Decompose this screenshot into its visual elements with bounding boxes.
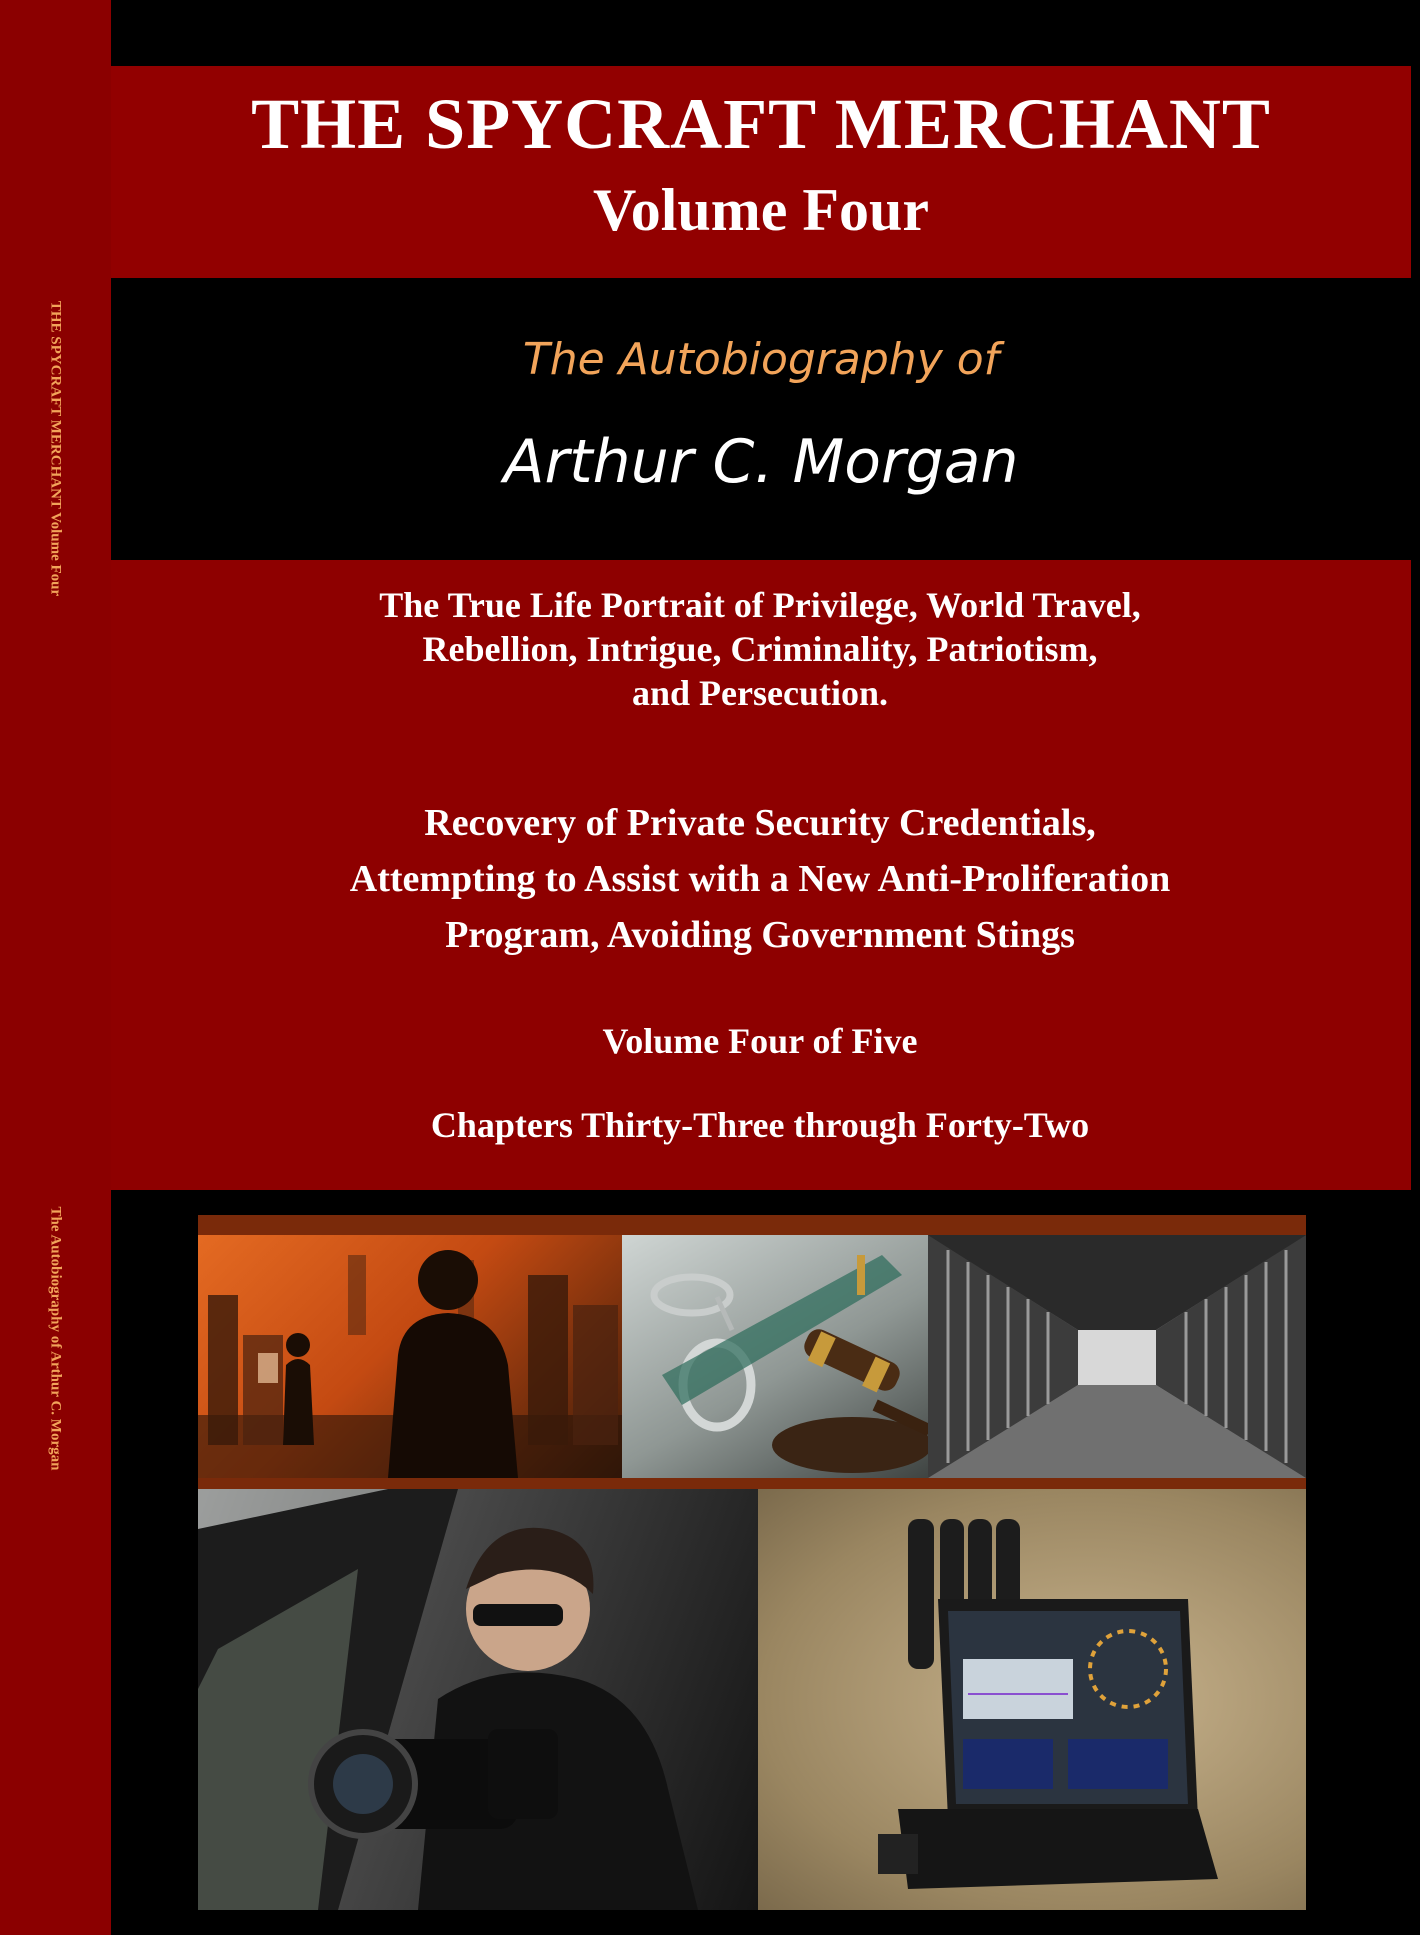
spy-silhouette-image: [198, 1235, 622, 1478]
prison-corridor-image: [928, 1235, 1306, 1478]
autobiography-label: The Autobiography of: [522, 334, 1000, 385]
volume-title: Volume Four: [592, 177, 930, 243]
jammer-device-image: [758, 1489, 1306, 1910]
volume-of-text: Volume Four of Five: [602, 1021, 918, 1061]
book-title: THE SPYCRAFT MERCHANT: [251, 84, 1271, 164]
subtitle-line: Program, Avoiding Government Stings: [445, 914, 1075, 956]
subtitle-text: [160, 795, 1360, 963]
spine-title: THE SPYCRAFT MERCHANT Volume Four: [47, 300, 64, 597]
subtitle-line: Attempting to Assist with a New Anti-Proliferation: [349, 858, 1171, 900]
book-spine: [0, 0, 111, 1935]
photographer-in-car-image: [198, 1489, 758, 1910]
spine-author: The Autobiography of Arthur C. Morgan: [47, 1206, 64, 1471]
photo-collage: [198, 1215, 1306, 1910]
chapters-text: Chapters Thirty-Three through Forty-Two: [430, 1105, 1090, 1145]
description-line: and Persecution.: [632, 673, 888, 713]
description-line: The True Life Portrait of Privilege, World Travel,: [379, 585, 1141, 625]
description-text: [160, 583, 1360, 715]
author-band: [111, 278, 1411, 560]
description-line: Rebellion, Intrigue, Criminality, Patriotism,: [422, 629, 1098, 669]
handcuffs-gavel-image: [622, 1235, 928, 1478]
author-name: Arthur C. Morgan: [503, 427, 1019, 497]
subtitle-line: Recovery of Private Security Credentials,: [424, 802, 1096, 844]
